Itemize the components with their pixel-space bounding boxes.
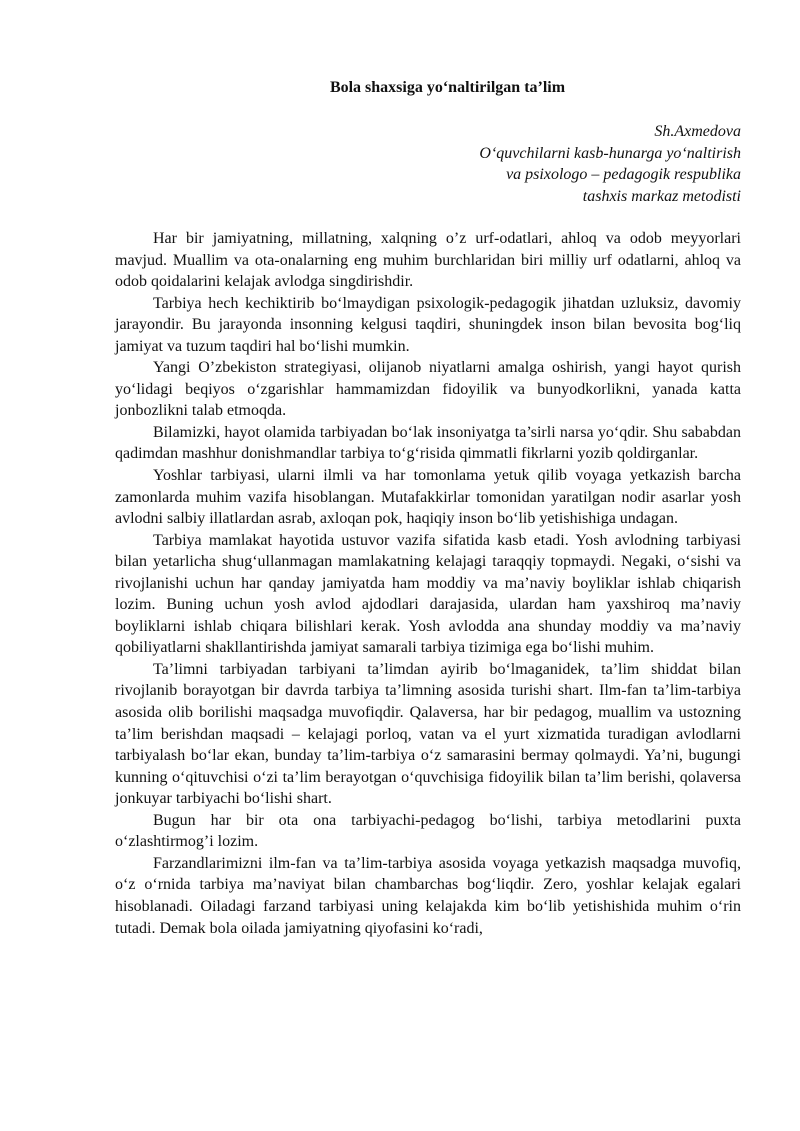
article-title: Bola shaxsiga yo‘naltirilgan ta’lim <box>329 79 566 96</box>
body-paragraph: Bilamizki, hayot olamida tarbiyadan bo‘lak insoniyatga ta’sirli narsa yo‘qdir. Shu sababdan qadimdan mashhur donishmandlar tarbiya to‘g‘risida qimmatli fikrlarni yozib qoldirganlar. <box>115 423 741 463</box>
author-name: Sh.Axmedova <box>654 123 741 140</box>
body-paragraph: Bugun har bir ota ona tarbiyachi-pedagog bo‘lishi, tarbiya metodlarini puxta o‘zlashtirmog’i lozim. <box>115 811 741 851</box>
body-paragraph: Har bir jamiyatning, millatning, xalqning o’z urf-odatlari, ahloq va odob meyyorlari mavjud. Muallim va ota-onalarning eng muhim burchlaridan biri milliy urf odatlarni, ahloq va odob qoidalarini kelajak avlodga singdirishdir. <box>115 230 741 291</box>
author-affiliation-line: va psixologo – pedagogik respublika <box>506 166 741 183</box>
body-paragraph: Ta’limni tarbiyadan tarbiyani ta’limdan ayirib bo‘lmaganidek, ta’lim shiddat bilan rivojlanib borayotgan bir davrda tarbiya ta’limning asosida turishi shart. Ilm-fan ta’lim-tarbiya asosida olib borilishi maqsadga muvofiqdir. Qalaversa, har bir pedagog, muallim va ustozning ta’lim berishdan maqsadi – kelajagi porloq, vatan va el yurt xizmatida turadigan avlodlarni tarbiyalash bo‘lar ekan, bunday ta’lim-tarbiya o‘z samarasini bermay qolmaydi. Ya’ni, bugungi kunning o‘qituvchisi o‘zi ta’lim berayotgan o‘quvchisiga fidoyilik bilan ta’lim berishi, qolaversa jonkuyar tarbiyachi bo‘lishi shart. <box>115 660 741 808</box>
author-affiliation-line: O‘quvchilarni kasb-hunarga yo‘naltirish <box>479 144 741 162</box>
body-paragraph: Tarbiya mamlakat hayotida ustuvor vazifa sifatida kasb etadi. Yosh avlodning tarbiyasi bilan yetarlicha shug‘ullanmagan mamlakatning kelajagi taraqqiy topmaydi. Negaki, o‘sishi va rivojlanishi uchun har qanday jamiyatda ham moddiy va ma’naviy boyliklar ishlab chiqarish lozim. Buning uchun yosh avlod ajdodlari darajasida, ulardan ham yaxshiroq ma’naviy boyliklarni ishlab chiqara bilishlari kerak. Yosh avlodda ana shunday moddiy va ma’naviy qobiliyatlarni shakllantirishda jamiyat samarali tarbiya tizimiga ega bo‘lishi muhim. <box>115 531 741 657</box>
article-body <box>115 228 741 939</box>
body-paragraph: Yangi O’zbekiston strategiyasi, olijanob niyatlarni amalga oshirish, yangi hayot qurish yo‘lidagi beqiyos o‘zgarishlar hammamizdan fidoyilik va bunyodkorlikni, yanada katta jonbozlikni talab etmoqda. <box>115 359 741 420</box>
body-paragraph: Yoshlar tarbiyasi, ularni ilmli va har tomonlama yetuk qilib voyaga yetkazish barcha zamonlarda muhim vazifa hisoblangan. Mutafakkirlar tomonidan yaratilgan nodir asarlar yosh avlodni salbiy illatlardan asrab, axloqan pok, haqiqiy inson bo‘lib yetishishiga undagan. <box>115 467 741 528</box>
body-paragraph: Farzandlarimizni ilm-fan va ta’lim-tarbiya asosida voyaga yetkazish maqsadga muvofiq, o‘z o‘rnida tarbiya ma’naviyat bilan chambarchas bog‘liqdir. Zero, yoshlar kelajak egalari hisoblanadi. Oiladagi farzand tarbiyasi uning kelajakda kim bo‘lib yetishishida muhim o‘rin tutadi. Demak bola oilada jamiyatning qiyofasini ko‘radi, <box>115 854 741 937</box>
author-affiliation-line: tashxis markaz metodisti <box>582 187 741 205</box>
author-block <box>221 121 741 207</box>
body-paragraph: Tarbiya hech kechiktirib bo‘lmaydigan psixologik-pedagogik jihatdan uzluksiz, davomiy jarayondir. Bu jarayonda insonning kelgusi taqdiri, shuningdek inson bilan bevosita bog‘liq jamiyat va tuzum taqdiri hal bo‘lishi mumkin. <box>115 294 741 355</box>
